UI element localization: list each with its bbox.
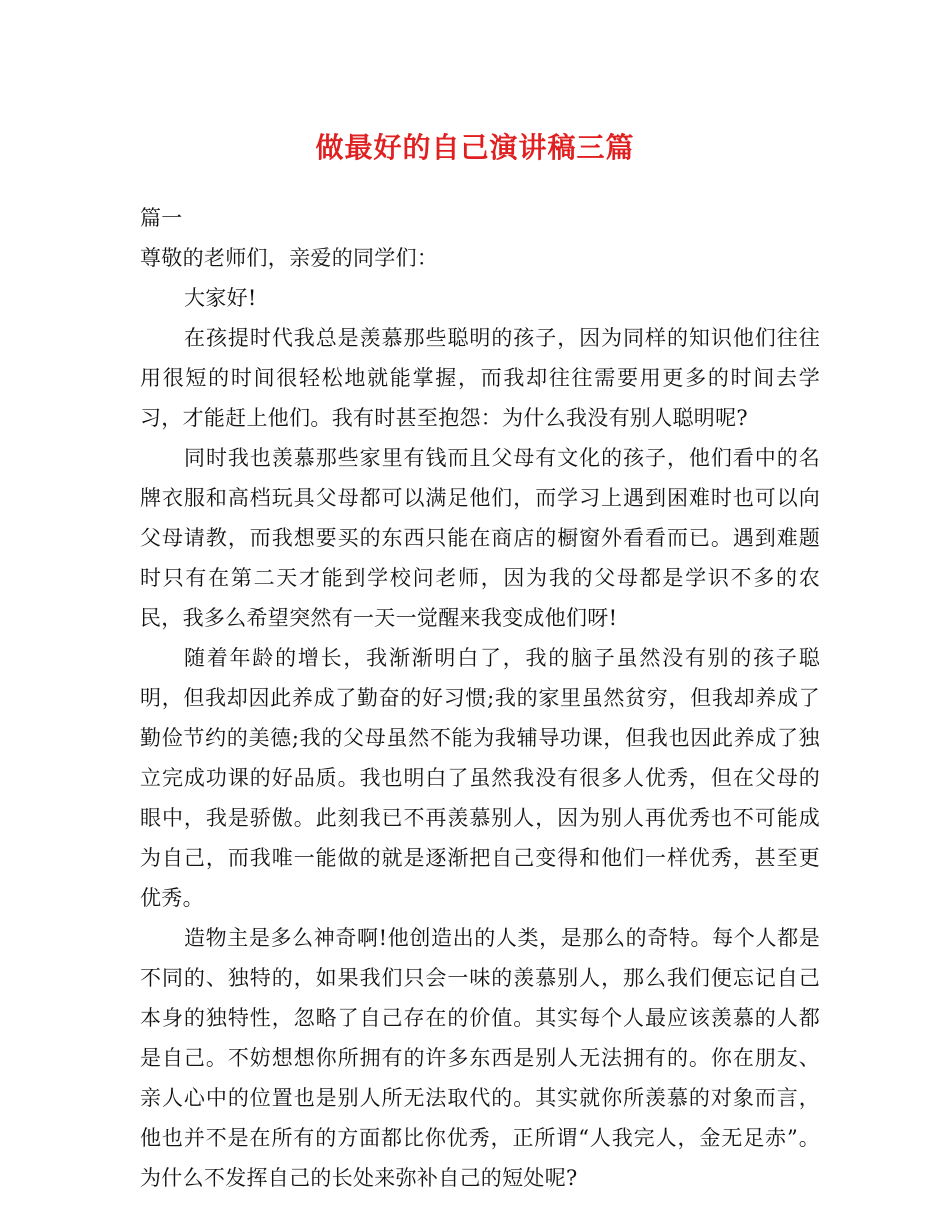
- section-heading: 篇一: [140, 206, 183, 230]
- paragraph-greeting: 大家好!: [184, 286, 257, 310]
- document-title: 做最好的自己演讲稿三篇: [315, 131, 635, 164]
- document-body: [140, 198, 820, 1198]
- paragraph-growing-up: 随着年龄的增长，我渐渐明白了，我的脑子虽然没有别的孩子聪明，但我却因此养成了勤奋的好习惯;我的家里虽然贫穷，但我却养成了勤俭节约的美德;我的父母虽然不能为我辅导功课，但我也因此养成了独立完成功课的好品质。我也明白了虽然我没有很多人优秀，但在父母的眼中，我是骄傲。此刻我已不再羡慕别人，因为别人再优秀也不可能成为自己，而我唯一能做的就是逐渐把自己变得和他们一样优秀，甚至更优秀。: [140, 646, 820, 910]
- salutation: 尊敬的老师们，亲爱的同学们：: [140, 246, 439, 270]
- paragraph-childhood-envy: 在孩提时代我总是羡慕那些聪明的孩子，因为同样的知识他们往往用很短的时间很轻松地就能掌握，而我却往往需要用更多的时间去学习，才能赶上他们。我有时甚至抱怨：为什么我没有别人聪明呢?: [140, 326, 820, 430]
- paragraph-family-envy: 同时我也羡慕那些家里有钱而且父母有文化的孩子，他们看中的名牌衣服和高档玩具父母都可以满足他们，而学习上遇到困难时也可以向父母请教，而我想要买的东西只能在商店的橱窗外看看而已。遇到难题时只有在第二天才能到学校问老师，因为我的父母都是学识不多的农民，我多么希望突然有一天一觉醒来我变成他们呀!: [140, 446, 820, 630]
- paragraph-uniqueness: 造物主是多么神奇啊!他创造出的人类，是那么的奇特。每个人都是不同的、独特的，如果我们只会一味的羡慕别人，那么我们便忘记自己本身的独特性，忽略了自己存在的价值。其实每个人最应该羡慕的人都是自己。不妨想想你所拥有的许多东西是别人无法拥有的。你在朋友、亲人心中的位置也是别人所无法取代的。其实就你所羡慕的对象而言，他也并不是在所有的方面都比你优秀，正所谓“人我完人，金无足赤”。为什么不发挥自己的长处来弥补自己的短处呢?: [140, 926, 820, 1190]
